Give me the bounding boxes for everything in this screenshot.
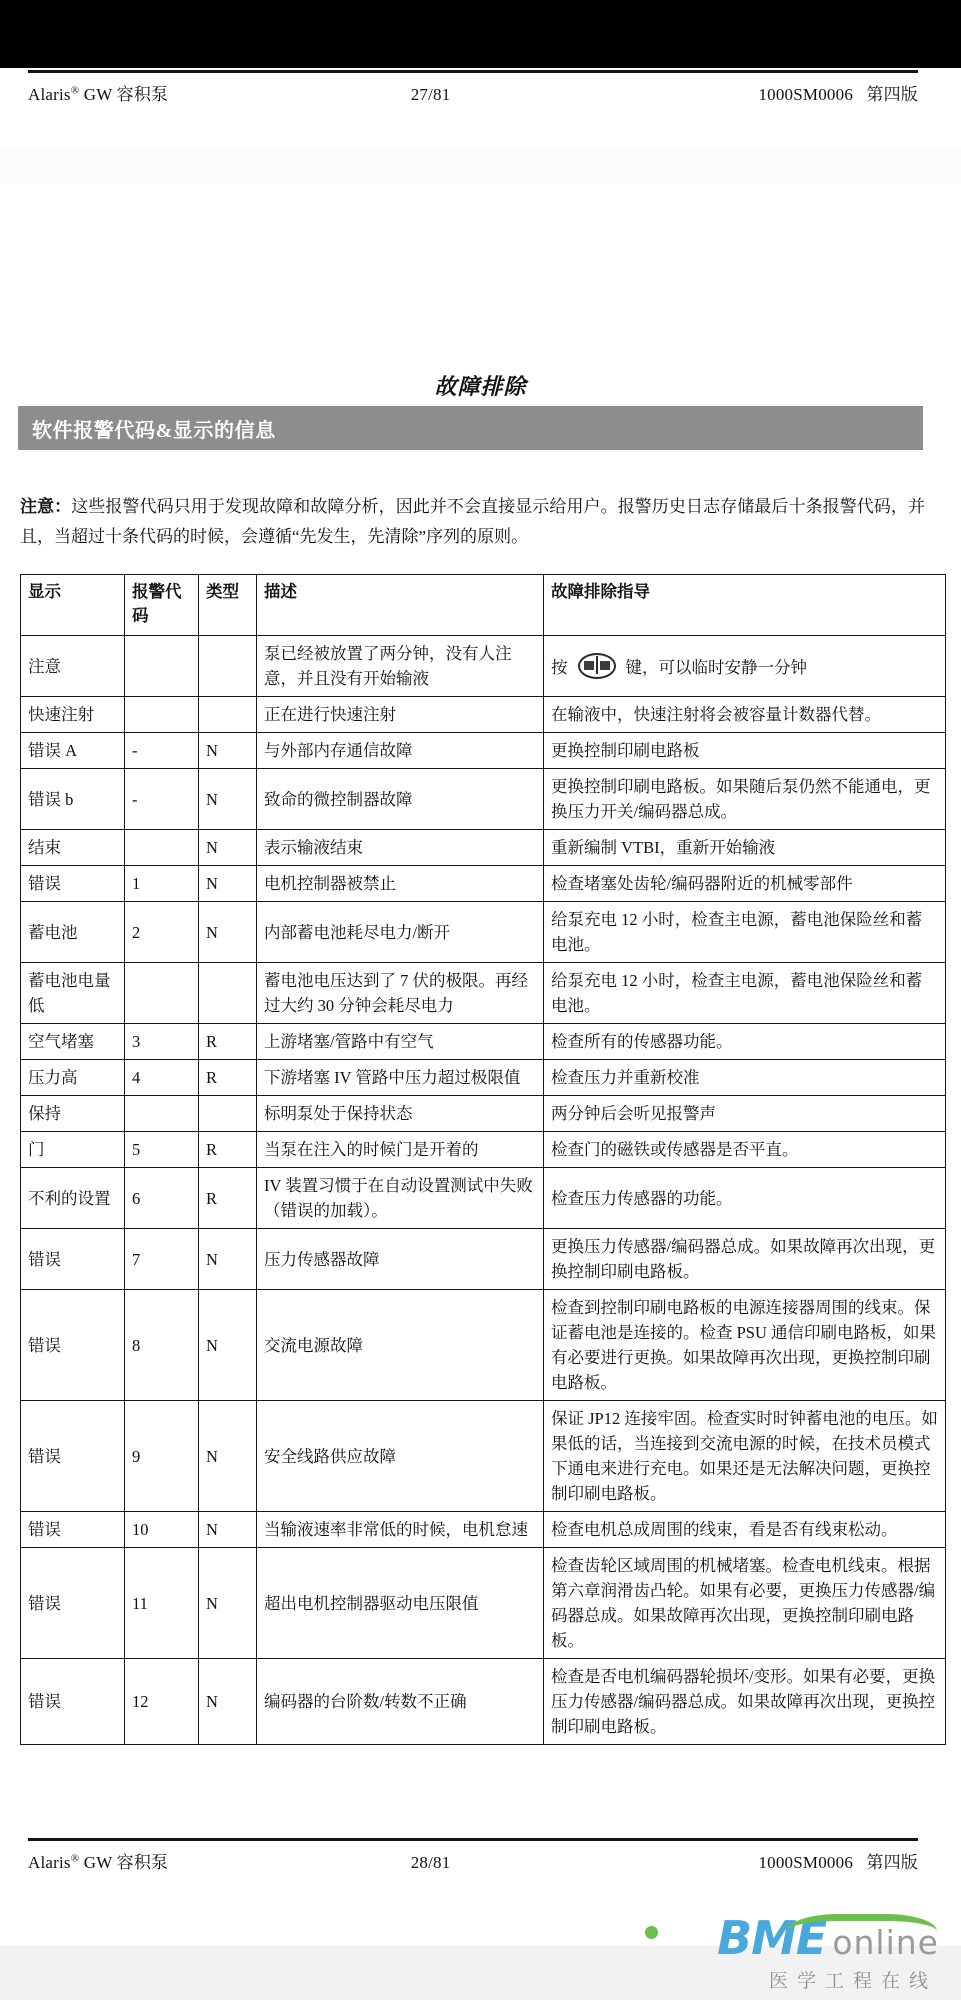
table-row	[21, 636, 946, 697]
cell-description: 压力传感器故障	[257, 1229, 544, 1290]
cell-type: N	[199, 830, 257, 866]
page-title: 故障排除	[434, 374, 527, 399]
cell-description: 电机控制器被禁止	[257, 866, 544, 902]
table-header-row	[21, 575, 946, 636]
cell-display: 蓄电池	[21, 902, 125, 963]
cell-type: R	[199, 1060, 257, 1096]
cell-guidance: 检查门的磁铁或传感器是否平直。	[544, 1132, 946, 1168]
header-rule	[28, 70, 918, 73]
table-row	[21, 963, 946, 1024]
cell-guidance: 更换控制印刷电路板	[544, 733, 946, 769]
cell-type: R	[199, 1168, 257, 1229]
cell-description: 安全线路供应故障	[257, 1401, 544, 1512]
cell-display: 压力高	[21, 1060, 125, 1096]
cell-alarm-code	[125, 963, 199, 1024]
cell-guidance	[544, 636, 946, 697]
cell-type: N	[199, 1229, 257, 1290]
cell-alarm-code: 9	[125, 1401, 199, 1512]
cell-guidance: 更换压力传感器/编码器总成。如果故障再次出现，更换控制印刷电路板。	[544, 1229, 946, 1290]
header-doc-id: 1000SM0006	[758, 85, 854, 104]
cell-alarm-code: 12	[125, 1659, 199, 1745]
header-separator-band	[0, 150, 961, 184]
cell-type	[199, 636, 257, 697]
cell-guidance: 检查所有的传感器功能。	[544, 1024, 946, 1060]
cell-type: N	[199, 1290, 257, 1401]
cell-type: N	[199, 733, 257, 769]
cell-description: 蓄电池电压达到了 7 伏的极限。再经过大约 30 分钟会耗尽电力	[257, 963, 544, 1024]
note-paragraph	[20, 492, 925, 552]
column-header-alarm-code: 报警代码	[125, 575, 199, 636]
cell-type: N	[199, 1659, 257, 1745]
table-row	[21, 1548, 946, 1659]
cell-type: N	[199, 1401, 257, 1512]
cell-type	[199, 1096, 257, 1132]
header-product-name: Alaris	[28, 85, 71, 104]
header-product-model: GW 容积泵	[79, 85, 169, 104]
page-header	[28, 70, 918, 105]
column-header-display: 显示	[21, 575, 125, 636]
table-row	[21, 1168, 946, 1229]
cell-display: 快速注射	[21, 697, 125, 733]
footer-doc-meta	[633, 1848, 918, 1873]
cell-display: 保持	[21, 1096, 125, 1132]
cell-alarm-code	[125, 697, 199, 733]
column-header-description: 描述	[257, 575, 544, 636]
cell-guidance: 给泵充电 12 小时，检查主电源，蓄电池保险丝和蓄电池。	[544, 902, 946, 963]
cell-guidance: 检查压力并重新校准	[544, 1060, 946, 1096]
table-row	[21, 1132, 946, 1168]
cell-guidance: 检查齿轮区域周围的机械堵塞。检查电机线束。根据第六章润滑齿凸轮。如果有必要，更换压力传感器/编码器总成。如果故障再次出现，更换控制印刷电路板。	[544, 1548, 946, 1659]
cell-display: 空气堵塞	[21, 1024, 125, 1060]
cell-type: N	[199, 866, 257, 902]
registered-mark-icon: ®	[70, 84, 80, 97]
alarm-code-table	[20, 574, 946, 1745]
header-edition: 第四版	[866, 85, 918, 104]
table-row	[21, 1290, 946, 1401]
cell-description: 内部蓄电池耗尽电力/断开	[257, 902, 544, 963]
cell-description: 下游堵塞 IV 管路中压力超过极限值	[257, 1060, 544, 1096]
cell-display: 错误 b	[21, 769, 125, 830]
cell-alarm-code	[125, 830, 199, 866]
cell-type: N	[199, 902, 257, 963]
logo-arc-icon	[787, 1914, 937, 1949]
table-row	[21, 866, 946, 902]
cell-alarm-code: 4	[125, 1060, 199, 1096]
table-row	[21, 902, 946, 963]
guidance-text-post: 键，可以临时安静一分钟	[625, 657, 807, 677]
cell-type: R	[199, 1024, 257, 1060]
cell-display: 错误	[21, 866, 125, 902]
table-body	[21, 636, 946, 1745]
cell-description: 标明泵处于保持状态	[257, 1096, 544, 1132]
table-row	[21, 733, 946, 769]
cell-guidance: 检查是否电机编码器轮损坏/变形。如果有必要，更换压力传感器/编码器总成。如果故障再次出现，更换控制印刷电路板。	[544, 1659, 946, 1745]
table-head	[21, 575, 946, 636]
cell-type: N	[199, 1548, 257, 1659]
cell-type	[199, 963, 257, 1024]
table-row	[21, 1659, 946, 1745]
top-black-band	[0, 0, 961, 68]
table-row	[21, 1024, 946, 1060]
table-row	[21, 1512, 946, 1548]
cell-display: 门	[21, 1132, 125, 1168]
page-footer	[28, 1838, 918, 1873]
cell-display: 错误	[21, 1290, 125, 1401]
cell-guidance: 两分钟后会听见报警声	[544, 1096, 946, 1132]
cell-display: 错误	[21, 1548, 125, 1659]
cell-description: 编码器的台阶数/转数不正确	[257, 1659, 544, 1745]
cell-alarm-code: -	[125, 733, 199, 769]
footer-page-number: 28/81	[410, 1853, 451, 1872]
footer-product-model: GW 容积泵	[79, 1853, 169, 1872]
guidance-text-pre: 按	[551, 657, 568, 677]
cell-guidance: 检查压力传感器的功能。	[544, 1168, 946, 1229]
table-row	[21, 830, 946, 866]
table-row	[21, 1229, 946, 1290]
cell-display: 注意	[21, 636, 125, 697]
cell-display: 错误	[21, 1229, 125, 1290]
cell-alarm-code: 7	[125, 1229, 199, 1290]
cell-description: 上游堵塞/管路中有空气	[257, 1024, 544, 1060]
cell-description: 致命的微控制器故障	[257, 769, 544, 830]
cell-description: 泵已经被放置了两分钟，没有人注意，并且没有开始输液	[257, 636, 544, 697]
cell-alarm-code: -	[125, 769, 199, 830]
cell-description: 当泵在注入的时候门是开着的	[257, 1132, 544, 1168]
cell-alarm-code: 8	[125, 1290, 199, 1401]
registered-mark-icon: ®	[70, 1852, 80, 1865]
logo-dot-icon	[645, 1926, 658, 1939]
cell-guidance: 检查电机总成周围的线束，看是否有线束松动。	[544, 1512, 946, 1548]
cell-guidance: 保证 JP12 连接牢固。检查实时时钟蓄电池的电压。如果低的话，当连接到交流电源的时候，在技术员模式下通电来进行充电。如果还是无法解决问题，更换控制印刷电路板。	[544, 1401, 946, 1512]
cell-guidance: 重新编制 VTBI，重新开始输液	[544, 830, 946, 866]
mute-key-icon	[578, 653, 616, 679]
cell-description: 与外部内存通信故障	[257, 733, 544, 769]
logo-suffix: online	[832, 1923, 939, 1962]
cell-description: 当输液速率非常低的时候，电机怠速	[257, 1512, 544, 1548]
cell-display: 错误	[21, 1512, 125, 1548]
footer-doc-id: 1000SM0006	[758, 1853, 854, 1872]
cell-display: 结束	[21, 830, 125, 866]
header-product	[28, 80, 411, 105]
cell-guidance: 检查到控制印刷电路板的电源连接器周围的线束。保证蓄电池是连接的。检查 PSU 通信印刷电路板，如果有必要进行更换。如果故障再次出现，更换控制印刷电路板。	[544, 1290, 946, 1401]
cell-display: 错误 A	[21, 733, 125, 769]
cell-guidance: 更换控制印刷电路板。如果随后泵仍然不能通电，更换压力开关/编码器总成。	[544, 769, 946, 830]
note-body: 这些报警代码只用于发现故障和故障分析，因此并不会直接显示给用户。报警历史日志存储最后十条报警代码，并且，当超过十条代码的时候，会遵循“先发生，先清除”序列的原则。	[20, 497, 926, 546]
cell-alarm-code: 10	[125, 1512, 199, 1548]
column-header-type: 类型	[199, 575, 257, 636]
section-banner: 软件报警代码&显示的信息	[18, 406, 923, 450]
cell-description: 表示输液结束	[257, 830, 544, 866]
cell-display: 错误	[21, 1401, 125, 1512]
footer-product-name: Alaris	[28, 1853, 71, 1872]
note-label: 注意：	[20, 497, 72, 516]
cell-display: 不利的设置	[21, 1168, 125, 1229]
table-row	[21, 1401, 946, 1512]
cell-guidance: 在输液中，快速注射将会被容量计数器代替。	[544, 697, 946, 733]
cell-alarm-code: 1	[125, 866, 199, 902]
cell-description: 超出电机控制器驱动电压限值	[257, 1548, 544, 1659]
cell-alarm-code	[125, 636, 199, 697]
bme-online-logo	[627, 1912, 939, 2000]
table-row	[21, 1096, 946, 1132]
cell-alarm-code: 11	[125, 1548, 199, 1659]
cell-display: 错误	[21, 1659, 125, 1745]
footer-rule	[28, 1838, 918, 1841]
cell-display: 蓄电池电量低	[21, 963, 125, 1024]
cell-description: 交流电源故障	[257, 1290, 544, 1401]
cell-description: IV 装置习惯于在自动设置测试中失败（错误的加载）。	[257, 1168, 544, 1229]
cell-type: N	[199, 1512, 257, 1548]
cell-alarm-code	[125, 1096, 199, 1132]
header-doc-meta	[633, 80, 918, 105]
cell-alarm-code: 3	[125, 1024, 199, 1060]
cell-guidance: 给泵充电 12 小时，检查主电源，蓄电池保险丝和蓄电池。	[544, 963, 946, 1024]
cell-type: N	[199, 769, 257, 830]
footer-edition: 第四版	[866, 1853, 918, 1872]
cell-alarm-code: 2	[125, 902, 199, 963]
cell-type	[199, 697, 257, 733]
cell-alarm-code: 6	[125, 1168, 199, 1229]
header-page-number: 27/81	[410, 85, 451, 104]
table-row	[21, 697, 946, 733]
cell-type: R	[199, 1132, 257, 1168]
footer-product	[28, 1848, 411, 1873]
cell-alarm-code: 5	[125, 1132, 199, 1168]
logo-brand: BME	[717, 1911, 827, 1965]
table-row	[21, 1060, 946, 1096]
cell-guidance: 检查堵塞处齿轮/编码器附近的机械零部件	[544, 866, 946, 902]
cell-description: 正在进行快速注射	[257, 697, 544, 733]
column-header-guidance: 故障排除指导	[544, 575, 946, 636]
table-row	[21, 769, 946, 830]
logo-tagline: 医学工程在线	[768, 1970, 937, 1992]
